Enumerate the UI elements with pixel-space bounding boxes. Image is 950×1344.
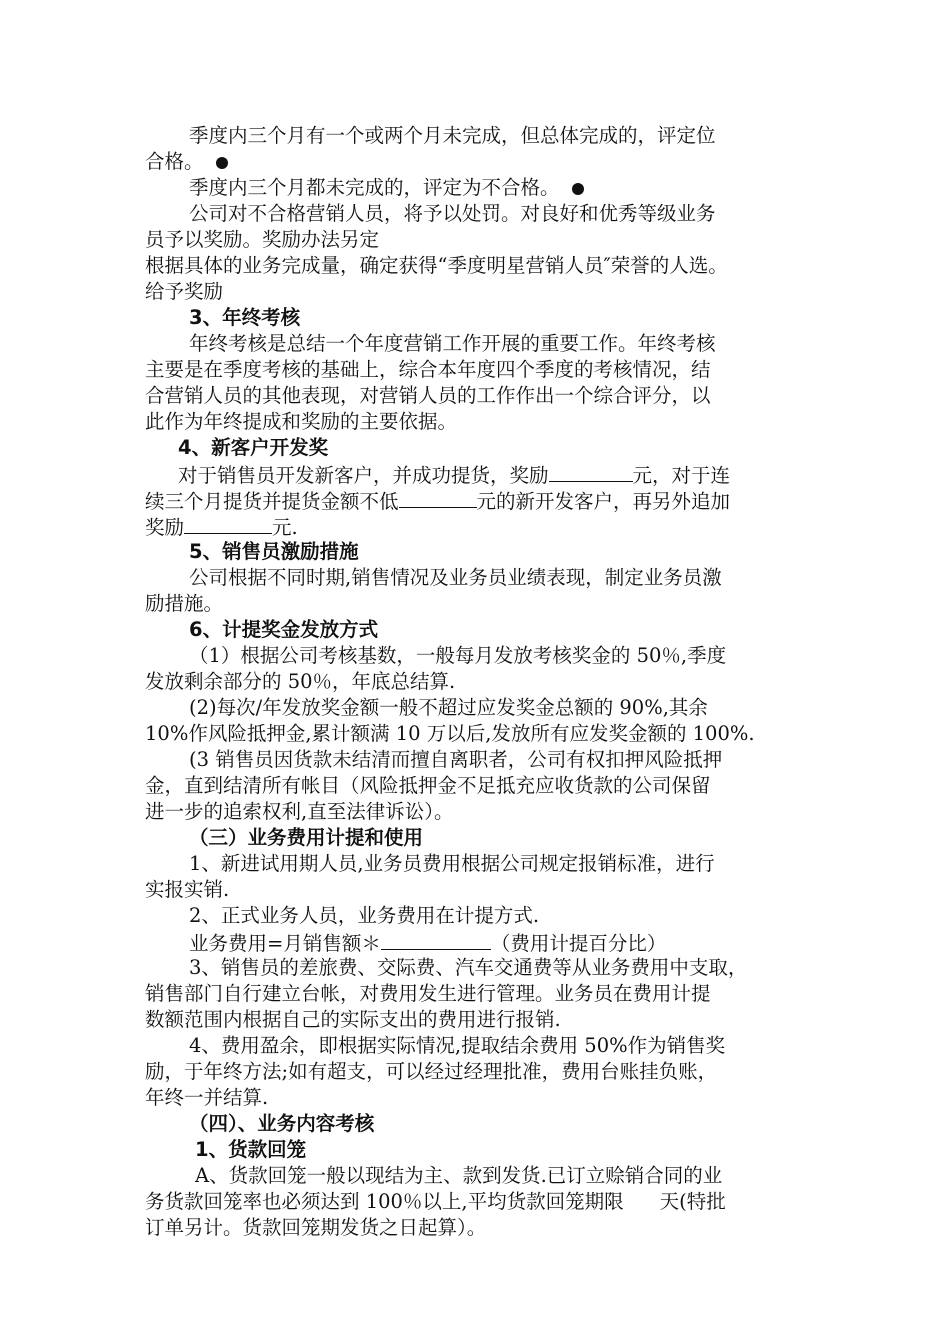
text-line: 续三个月提货并提货金额不低 元的新开发客户，再另外追加: [145, 487, 825, 513]
text-line: 10%作风险抵押金,累计额满 10 万以后,发放所有应发奖金额的 100%.: [145, 722, 755, 745]
bullet-icon: [216, 157, 228, 169]
text-line: 合格。: [145, 149, 825, 175]
bullet-icon: [572, 183, 584, 195]
text-line: 公司根据不同时期,销售情况及业务员业绩表现，制定业务员激: [189, 566, 722, 589]
text-line: 3、销售员的差旅费、交际费、汽车交通费等从业务费用中支取，: [189, 956, 748, 979]
section-heading: 5、销售员激励措施: [189, 540, 359, 563]
fill-in-blank: [381, 929, 491, 950]
text-line: 数额范围内根据自己的实际支出的费用进行报销.: [145, 1008, 561, 1031]
text-line: 季度内三个月都未完成的，评定为不合格。: [145, 175, 825, 201]
fill-in-blank: [184, 513, 272, 534]
text-line: (3 销售员因货款未结清而擅自离职者，公司有权扣押风险抵押: [189, 748, 723, 771]
text-line: 励措施。: [145, 592, 224, 615]
text-line: 实报实销.: [145, 878, 230, 901]
text-line: 订单另计。货款回笼期发货之日起算）。: [145, 1216, 487, 1239]
text-line: 公司对不合格营销人员，将予以处罚。对良好和优秀等级业务: [189, 202, 716, 225]
text-line: 务货款回笼率也必须达到 100％以上,平均货款回笼期限 天(特批: [145, 1190, 726, 1213]
text-line: 此作为年终提成和奖励的主要依据。: [145, 410, 458, 433]
text-line: 销售部门自行建立台帐，对费用发生进行管理。业务员在费用计提: [145, 982, 711, 1005]
text-line: 季度内三个月有一个或两个月未完成，但总体完成的，评定位: [189, 124, 716, 147]
section-heading: 6、计提奖金发放方式: [189, 618, 379, 641]
text-line: 4、费用盈余，即根据实际情况,提取结余费用 50%作为销售奖: [189, 1034, 726, 1057]
fill-in-blank: [549, 461, 633, 482]
text-line: 发放剩余部分的 50％，年底总结算.: [145, 670, 456, 693]
text-line: 励，于年终方法;如有超支，可以经过经理批准，费用台账挂负账，: [145, 1060, 718, 1083]
section-heading: （三）业务费用计提和使用: [189, 826, 424, 849]
text-line: 进一步的追索权利,直至法律诉讼）。: [145, 800, 454, 823]
document-page: [145, 123, 825, 1241]
text-line: (2)每次/年发放奖金额一般不超过应发奖金总额的 90%,其余: [189, 696, 708, 719]
text-line: 金，直到结清所有帐目（风险抵押金不足抵充应收货款的公司保留: [145, 774, 711, 797]
text-line: 1、新进试用期人员,业务员费用根据公司规定报销标准，进行: [189, 852, 715, 875]
text-line: 主要是在季度考核的基础上，综合本年度四个季度的考核情况，结: [145, 358, 711, 381]
text-line: 根据具体的业务完成量，确定获得“季度明星营销人员″荣誉的人选。: [145, 254, 728, 277]
text-line: 年终一并结算.: [145, 1086, 269, 1109]
text-line: 2、正式业务人员，业务费用在计提方式.: [189, 904, 540, 927]
text-line: 年终考核是总结一个年度营销工作开展的重要工作。年终考核: [189, 332, 716, 355]
text-line: 合营销人员的其他表现，对营销人员的工作作出一个综合评分，以: [145, 384, 711, 407]
section-heading: （四）、业务内容考核: [189, 1112, 375, 1135]
text-line: 员予以奖励。奖励办法另定: [145, 228, 380, 251]
section-heading: 1、货款回笼: [195, 1138, 307, 1161]
text-line: 给予奖励: [145, 280, 224, 303]
section-heading: 3、年终考核: [189, 306, 301, 329]
fill-in-blank: [399, 487, 477, 508]
section-heading: 4、新客户开发奖: [178, 436, 329, 459]
text-line: （1）根据公司考核基数，一般每月发放考核奖金的 50％,季度: [189, 644, 727, 667]
text-line: 业务费用=月销售额＊ （费用计提百分比）: [145, 929, 825, 955]
text-line: A、货款回笼一般以现结为主、款到发货.已订立赊销合同的业: [195, 1164, 723, 1187]
text-line: 对于销售员开发新客户，并成功提货，奖励 元，对于连: [145, 461, 825, 487]
text-line: 奖励 元.: [145, 513, 825, 539]
